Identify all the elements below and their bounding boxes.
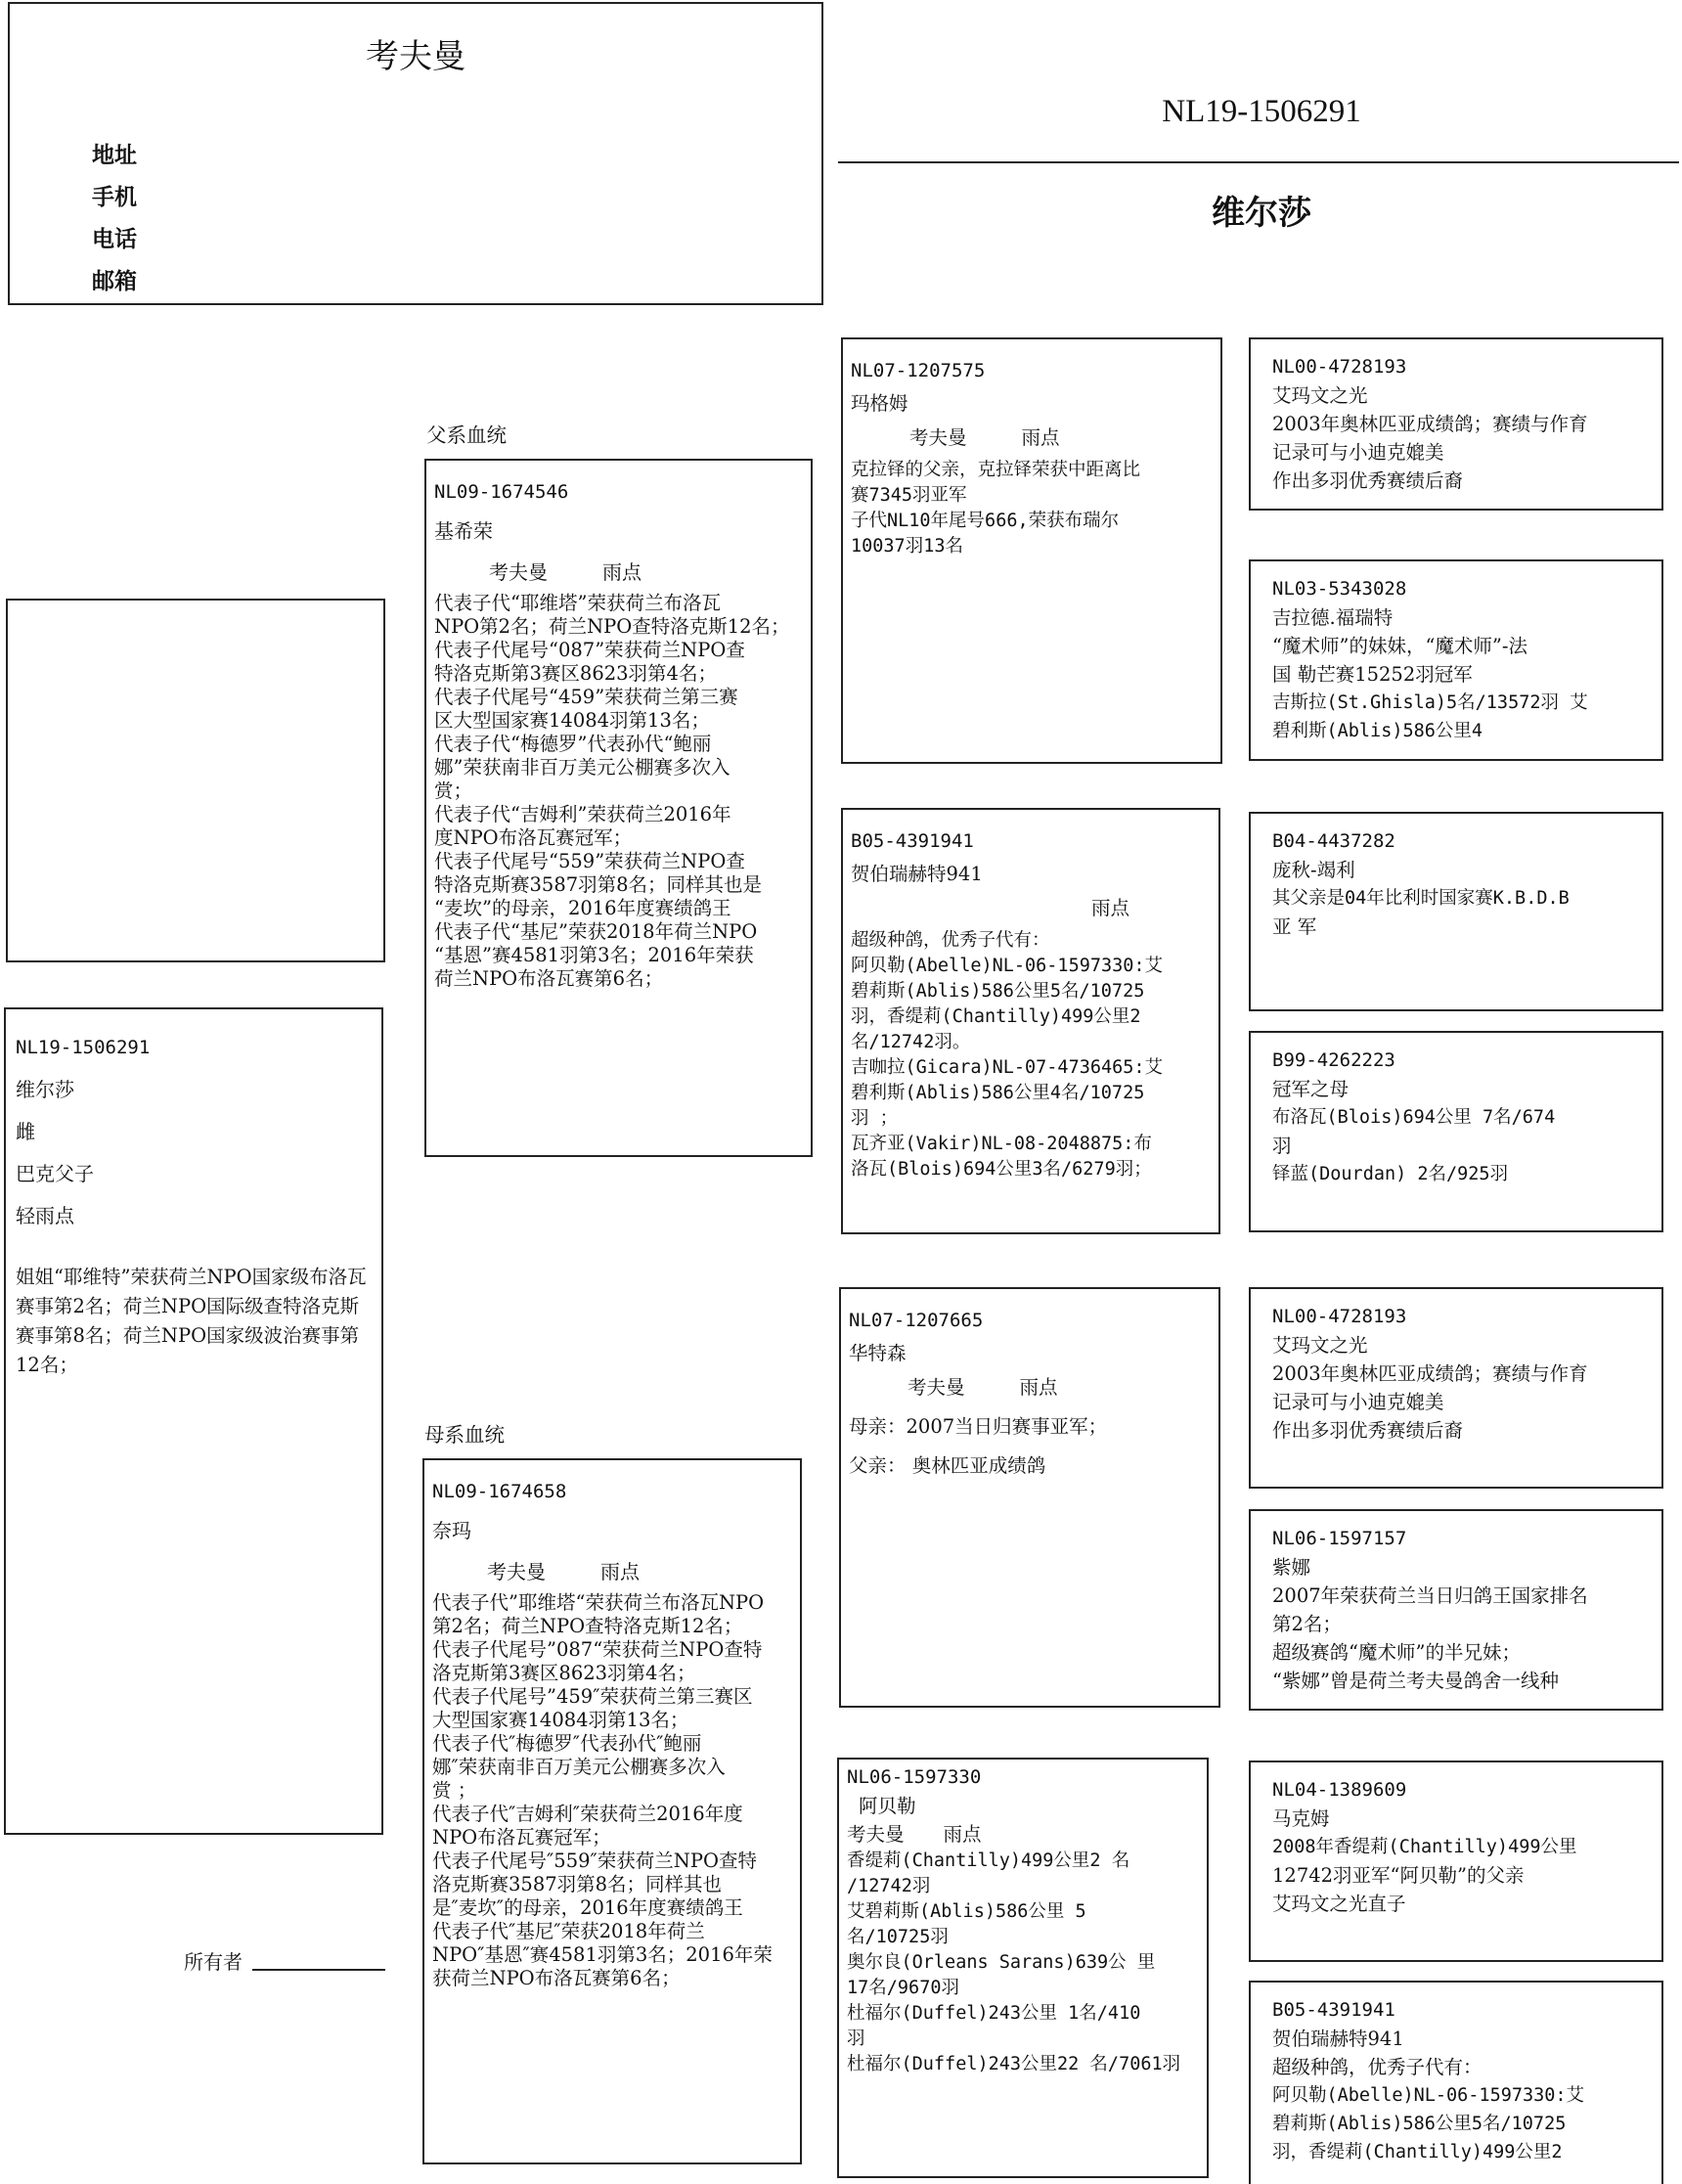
sdd-ring: B99-4262223 xyxy=(1272,1049,1395,1071)
ssd-ring: NL03-5343028 xyxy=(1272,578,1407,600)
sire-note-line: 代表子代尾号“087”荣获荷兰NPO查 xyxy=(434,639,745,661)
sire-note-line: 特洛克斯赛3587羽第8名；同样其也是 xyxy=(434,873,763,896)
sire-note-line: 荷兰NPO布洛瓦赛第6名； xyxy=(434,967,664,990)
sire-breeder-color xyxy=(434,560,805,584)
header-divider xyxy=(838,161,1679,163)
sire-sire-note-line: 赛7345羽亚军 xyxy=(851,485,967,506)
dam-dam-note-line: 杜福尔(Duffel)243公里22 名/7061羽 xyxy=(847,2054,1181,2074)
dam-sire-sire-card xyxy=(1249,1287,1663,1489)
dam-ring: NL09-1674658 xyxy=(432,1481,567,1502)
dam-dam-note-line: /12742羽 xyxy=(847,1876,931,1896)
dam-note-line: 代表子代″梅德罗″代表孙代″鲍丽 xyxy=(432,1732,702,1755)
ssd-line: “魔术师”的妹妹，“魔术师”-法 xyxy=(1272,635,1527,657)
sire-dam-card xyxy=(841,808,1220,1234)
sire-dam-name: 贺伯瑞赫特941 xyxy=(851,863,983,885)
sire-dam-note-line: 羽，香缇莉(Chantilly)499公里2 xyxy=(851,1006,1141,1027)
dam-dam-note-line: 羽 xyxy=(847,2028,865,2049)
sdd-line: 布洛瓦(Blois)694公里 7名/674 xyxy=(1272,1107,1556,1128)
dam-dam-color: 雨点 xyxy=(943,1823,982,1846)
sire-note-line: 度NPO布洛瓦赛冠军； xyxy=(434,826,633,849)
sds-line: 庞秋-竭利 xyxy=(1272,859,1355,881)
dam-dam-note-line: 杜福尔(Duffel)243公里 1名/410 xyxy=(847,2003,1141,2024)
dsd-line: 紫娜 xyxy=(1272,1556,1311,1579)
dam-sire-notes xyxy=(849,1407,1213,1486)
sire-note-line: 区大型国家赛14084羽第13名； xyxy=(434,709,710,732)
maternal-section-label: 母系血统 xyxy=(424,1423,505,1447)
dam-card xyxy=(422,1458,802,2164)
sire-dam-note-line: 吉咖拉(Gicara)NL-07-4736465:艾 xyxy=(851,1057,1164,1078)
ssd-line: 碧利斯(Ablis)586公里4 xyxy=(1272,721,1483,741)
sire-card xyxy=(424,459,813,1157)
sire-dam-note-line: 超级种鸽，优秀子代有： xyxy=(851,930,1050,951)
subject-ring: NL19-1506291 xyxy=(16,1037,151,1058)
ssd-line: 吉斯拉(St.Ghisla)5名/13572羽 艾 xyxy=(1272,692,1588,713)
dam-note-line: 大型国家赛14084羽第13名； xyxy=(432,1709,689,1731)
subject-remark: 姐姐“耶维特”荣获荷兰NPO国家级布洛瓦赛事第2名；荷兰NPO国际级查特洛克斯赛事第8名；荷兰NPO国家级波治赛事第12名； xyxy=(16,1266,367,1376)
sire-dam-note-line: 瓦齐亚(Vakir)NL-08-2048875:布 xyxy=(851,1134,1152,1154)
sss-line: 艾玛文之光 xyxy=(1272,384,1368,407)
dam-note-line: 代表子代″基尼″荣获2018年荷兰 xyxy=(432,1920,705,1942)
dam-dam-note-line: 奥尔良(Orleans Sarans)639公 里 xyxy=(847,1952,1156,1973)
dam-dam-breeder: 考夫曼 xyxy=(847,1823,905,1846)
dam-sire-breeder-color xyxy=(849,1373,1213,1402)
dam-note-line: 代表子代尾号”459″荣获荷兰第三赛区 xyxy=(432,1685,753,1708)
sire-name: 基希荣 xyxy=(434,519,493,543)
dss-line: 作出多羽优秀赛绩后裔 xyxy=(1272,1419,1464,1442)
paternal-section-label: 父系血统 xyxy=(426,423,507,447)
dam-note-line: 洛克斯第3赛区8623羽第4名； xyxy=(432,1662,696,1684)
ssd-line: 吉拉德.福瑞特 xyxy=(1272,606,1394,629)
sire-sire-notes xyxy=(851,458,1215,559)
dam-color: 雨点 xyxy=(600,1560,640,1583)
sss-ring: NL00-4728193 xyxy=(1272,356,1407,378)
dam-dam-dam-card xyxy=(1249,1981,1663,2184)
sire-note-line: 代表子代尾号“459”荣获荷兰第三赛 xyxy=(434,686,738,708)
sds-line: 其父亲是04年比利时国家赛K.B.D.B xyxy=(1272,888,1570,909)
dam-note-line: 洛克斯赛3587羽第8名；同样其也 xyxy=(432,1873,723,1895)
sdd-line: 羽 xyxy=(1272,1135,1292,1157)
dam-breeder-color xyxy=(432,1560,794,1583)
sdd-line: 铎蓝(Dourdan) 2名/925羽 xyxy=(1272,1164,1509,1184)
dam-note-line: 是″麦坎″的母亲，2016年度赛绩鸽王 xyxy=(432,1896,743,1919)
sire-note-line: NPO第2名；荷兰NPO查特洛克斯12名； xyxy=(434,615,790,638)
dam-note-line: 娜″荣获南非百万美元公棚赛多次入 xyxy=(432,1756,726,1778)
sire-dam-notes xyxy=(851,928,1213,1182)
ddd-ring: B05-4391941 xyxy=(1272,1999,1395,2021)
sire-dam-note-line: 洛瓦(Blois)694公里3名/6279羽； xyxy=(851,1159,1152,1180)
dam-note-line: NPO布洛瓦赛冠军； xyxy=(432,1826,611,1849)
subject-sex: 雌 xyxy=(16,1120,35,1143)
sds-line: 亚 军 xyxy=(1272,915,1317,938)
subject-name: 维尔莎 xyxy=(16,1078,74,1101)
dam-note-line: 代表子代”耶维塔“荣获荷兰布洛瓦NPO xyxy=(432,1591,765,1614)
dam-dam-note-line: 名/10725羽 xyxy=(847,1927,949,1947)
sds-ring: B04-4437282 xyxy=(1272,830,1395,852)
contact-phone-label: 电话 xyxy=(92,227,137,252)
dsd-line: “紫娜”曾是荷兰考夫曼鸽舍一线种 xyxy=(1272,1670,1559,1692)
sire-note-line: “基恩”赛4581羽第3名；2016年荣获 xyxy=(434,944,754,966)
contact-list xyxy=(92,135,137,303)
dam-sire-dam-card xyxy=(1249,1509,1663,1711)
dam-sire-breeder: 考夫曼 xyxy=(907,1376,965,1399)
subject-color: 轻雨点 xyxy=(16,1204,74,1227)
ddd-line: 阿贝勒(Abelle)NL-06-1597330:艾 xyxy=(1272,2085,1585,2106)
sire-breeder: 考夫曼 xyxy=(489,560,548,584)
sire-note-line: 代表子代尾号“559”荣获荷兰NPO查 xyxy=(434,850,745,872)
sire-note-line: 代表子代“梅德罗”代表孙代“鲍丽 xyxy=(434,733,712,755)
subject-card xyxy=(4,1007,383,1835)
sire-sire-sire-card xyxy=(1249,337,1663,511)
sire-note-line: “麦坎”的母亲，2016年度赛绩鸽王 xyxy=(434,897,731,919)
sire-dam-note-line: 碧利斯(Ablis)586公里4名/10725 xyxy=(851,1083,1145,1103)
sire-note-line: 特洛克斯第3赛区8623羽第4名； xyxy=(434,662,717,685)
dam-dam-note-line: 艾碧莉斯(Ablis)586公里 5 xyxy=(847,1901,1086,1922)
sire-sire-breeder-color xyxy=(851,423,1215,452)
dsd-line: 第2名； xyxy=(1272,1613,1342,1635)
sire-dam-note-line: 阿贝勒(Abelle)NL-06-1597330:艾 xyxy=(851,956,1164,976)
dam-sire-note-line: 父亲： 奥林匹亚成绩鸽 xyxy=(849,1454,1046,1477)
dam-dam-breeder-color xyxy=(847,1820,1201,1849)
sire-dam-ring: B05-4391941 xyxy=(851,830,974,852)
contact-mobile-label: 手机 xyxy=(92,185,137,210)
loft-header-box xyxy=(8,2,823,305)
sire-sire-name: 玛格姆 xyxy=(851,392,908,415)
dsd-ring: NL06-1597157 xyxy=(1272,1528,1407,1549)
dam-dam-note-line: 香缇莉(Chantilly)499公里2 名 xyxy=(847,1850,1130,1871)
sire-sire-note-line: 子代NL10年尾号666,荣获布瑞尔 xyxy=(851,511,1120,531)
dam-sire-ring: NL07-1207665 xyxy=(849,1310,984,1331)
sire-sire-breeder: 考夫曼 xyxy=(909,426,967,449)
sire-note-line: 赏； xyxy=(434,780,473,802)
sire-dam-note-line: 名/12742羽。 xyxy=(851,1032,971,1052)
dss-line: 艾玛文之光 xyxy=(1272,1334,1368,1357)
sire-dam-note-line: 羽 ； xyxy=(851,1108,899,1129)
sire-sire-color: 雨点 xyxy=(1021,426,1060,449)
loft-name: 考夫曼 xyxy=(366,37,465,76)
ddd-line: 超级种鸽，优秀子代有： xyxy=(1272,2056,1483,2078)
owner-signature-line xyxy=(252,1969,385,1971)
subject-breeder: 巴克父子 xyxy=(16,1162,94,1185)
dam-sire-color: 雨点 xyxy=(1019,1376,1058,1399)
sire-sire-note-line: 10037羽13名 xyxy=(851,536,963,557)
sss-line: 作出多羽优秀赛绩后裔 xyxy=(1272,469,1464,492)
dds-line: 2008年香缇莉(Chantilly)499公里 xyxy=(1272,1837,1577,1857)
dss-line: 2003年奥林匹亚成绩鸽；赛绩与作育 xyxy=(1272,1362,1588,1385)
sire-sire-note-line: 克拉铎的父亲，克拉铎荣获中距离比 xyxy=(851,460,1141,480)
dds-ring: NL04-1389609 xyxy=(1272,1779,1407,1801)
dam-name: 奈玛 xyxy=(432,1519,471,1542)
dds-line: 12742羽亚军“阿贝勒”的父亲 xyxy=(1272,1864,1525,1887)
contact-email-label: 邮箱 xyxy=(92,269,137,294)
sire-sire-card xyxy=(841,337,1222,764)
ssd-line: 国 勒芒赛15252羽冠军 xyxy=(1272,663,1473,686)
dam-note-line: NPO″基恩″赛4581羽第3名；2016年荣 xyxy=(432,1943,773,1966)
dss-line: 记录可与小迪克媲美 xyxy=(1272,1391,1444,1413)
dam-dam-sire-card xyxy=(1249,1761,1663,1962)
dds-line: 马克姆 xyxy=(1272,1807,1330,1830)
sire-color: 雨点 xyxy=(602,560,642,584)
dam-sire-card xyxy=(839,1287,1220,1708)
sire-sire-ring: NL07-1207575 xyxy=(851,360,986,381)
ddd-line: 贺伯瑞赫特941 xyxy=(1272,2028,1404,2050)
dam-dam-notes xyxy=(847,1849,1201,2077)
sire-ring: NL09-1674546 xyxy=(434,481,569,503)
sss-line: 记录可与小迪克媲美 xyxy=(1272,441,1444,464)
dam-note-line: 代表子代尾号″559″荣获荷兰NPO查特 xyxy=(432,1850,757,1872)
dam-sire-name: 华特森 xyxy=(849,1342,907,1364)
sire-note-line: 代表子代“基尼”荣获2018年荷兰NPO xyxy=(434,920,758,943)
dss-ring: NL00-4728193 xyxy=(1272,1306,1407,1327)
dds-line: 艾玛文之光直子 xyxy=(1272,1893,1406,1915)
sdd-line: 冠军之母 xyxy=(1272,1078,1350,1100)
dam-dam-name: 阿贝勒 xyxy=(859,1795,916,1817)
dam-note-line: 获荷兰NPO布洛瓦赛第6名； xyxy=(432,1967,681,1989)
dam-note-line: 第2名；荷兰NPO查特洛克斯12名； xyxy=(432,1615,743,1637)
contact-address-label: 地址 xyxy=(92,143,137,168)
owner-label: 所有者 xyxy=(184,1950,243,1974)
dam-breeder: 考夫曼 xyxy=(487,1560,546,1583)
dam-dam-card xyxy=(837,1758,1209,2178)
dsd-line: 2007年荣获荷兰当日归鸽王国家排名 xyxy=(1272,1584,1588,1607)
dam-note-line: 赏 ； xyxy=(432,1779,477,1802)
sire-note-line: 代表子代“吉姆利”荣获荷兰2016年 xyxy=(434,803,731,825)
pigeon-photo-placeholder xyxy=(6,599,385,962)
dam-note-line: 代表子代″吉姆利″荣获荷兰2016年度 xyxy=(432,1803,743,1825)
header-ring-number: NL19-1506291 xyxy=(1162,94,1361,129)
sss-line: 2003年奥林匹亚成绩鸽；赛绩与作育 xyxy=(1272,413,1588,435)
ddd-line: 碧莉斯(Ablis)586公里5名/10725 xyxy=(1272,2114,1567,2134)
sire-dam-color: 雨点 xyxy=(1091,897,1130,919)
sire-note-line: 娜”荣获南非百万美元公棚赛多次入 xyxy=(434,756,730,779)
dam-dam-ring: NL06-1597330 xyxy=(847,1766,982,1788)
sire-note-line: 代表子代“耶维塔”荣获荷兰布洛瓦 xyxy=(434,592,721,614)
dsd-line: 超级赛鸽“魔术师”的半兄妹； xyxy=(1272,1641,1521,1664)
header-pigeon-name: 维尔莎 xyxy=(1212,194,1311,233)
sire-dam-note-line: 碧莉斯(Ablis)586公里5名/10725 xyxy=(851,981,1145,1002)
dam-notes xyxy=(432,1591,794,1990)
ddd-line: 羽，香缇莉(Chantilly)499公里2 xyxy=(1272,2142,1563,2162)
sire-notes xyxy=(434,592,805,991)
dam-dam-note-line: 17名/9670羽 xyxy=(847,1978,959,1998)
dam-sire-note-line: 母亲：2007当日归赛事亚军； xyxy=(849,1415,1108,1438)
sire-dam-sire-card xyxy=(1249,812,1663,1011)
sire-sire-dam-card xyxy=(1249,559,1663,761)
dam-note-line: 代表子代尾号”087“荣获荷兰NPO查特 xyxy=(432,1638,763,1661)
sire-dam-dam-card xyxy=(1249,1031,1663,1232)
